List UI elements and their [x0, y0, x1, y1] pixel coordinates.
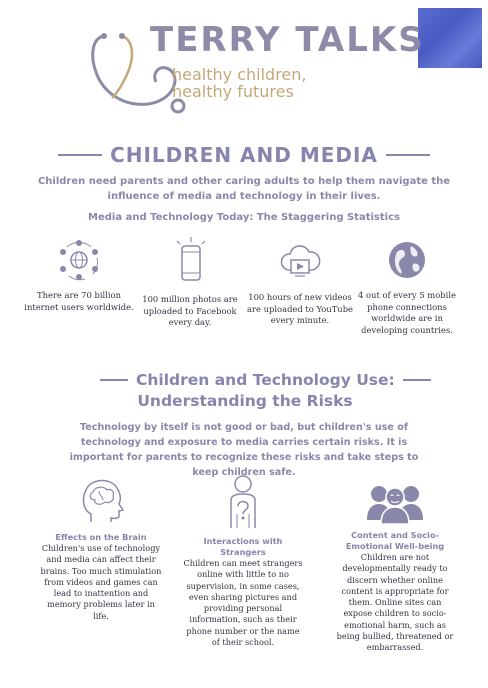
- heading-rule-right: [403, 379, 431, 381]
- stat-text: 100 hours of new videos are uploaded to YouTube every minute.: [246, 292, 354, 325]
- corner-color-swatch: [418, 8, 482, 68]
- stat-youtube-videos: [245, 240, 355, 327]
- cloud-video-icon: [278, 240, 322, 284]
- section2-heading-line-1: Children and Technology Use:: [136, 371, 395, 389]
- person-question-icon: [223, 474, 263, 530]
- section1-heading: CHILDREN AND MEDIA: [110, 143, 378, 167]
- brand-tagline-line-2: healthy futures: [172, 82, 294, 101]
- smartphone-icon: [168, 236, 212, 286]
- risk-body: Children can meet strangers online with little to no supervision, in some cases, even sharing pictures and providing personal information, such as their phone number or the name of their school.: [183, 558, 303, 648]
- brand-tagline: [172, 66, 306, 100]
- stat-mobile-connections: [352, 238, 462, 336]
- brand-title: TERRY TALKS: [150, 20, 425, 60]
- risk-strangers: [182, 474, 304, 648]
- stat-text: 100 million photos are uploaded to Facebook every day.: [142, 294, 238, 327]
- stat-text: 4 out of every 5 mobile phone connections worldwide are in developing countries.: [358, 290, 456, 335]
- section2-intro: Technology by itself is not good or bad, but children's use of technology and exposure to media carries certain risks. It is important for parents to recognize these risks and take steps to keep children safe.: [69, 422, 419, 478]
- globe-network-icon: [57, 238, 101, 282]
- stat-text: There are 70 billion internet users worldwide.: [24, 290, 134, 312]
- brain-head-icon: [75, 474, 127, 526]
- risk-body: Children are not developmentally ready to discern whether online content is appropriate for them. Online sites can expose children to socio-emotional harm, such as being bullied, threatened or embarrassed.: [336, 552, 454, 653]
- heading-rule-right: [386, 154, 430, 156]
- heading-rule-left: [100, 379, 128, 381]
- section2-heading-row: [100, 370, 395, 390]
- section2-heading-line-2: Understanding the Risks: [137, 392, 353, 410]
- risk-body: Children's use of technology and media can affect their brains. Too much stimulation from videos and games can lead to inattention and memory problems later in life.: [40, 543, 162, 621]
- stat-internet-users: [24, 238, 134, 313]
- risk-title: Effects on the Brain: [55, 532, 147, 542]
- stat-facebook-photos: [135, 236, 245, 329]
- heading-rule-left: [58, 154, 102, 156]
- risk-content: [334, 480, 456, 654]
- risk-title: Content and Socio-Emotional Well-being: [345, 530, 445, 551]
- globe-icon: [385, 238, 429, 282]
- brand-tagline-line-1: healthy children,: [172, 65, 307, 84]
- risk-title: Interactions with Strangers: [203, 536, 283, 557]
- section1-intro: Children need parents and other caring adults to help them navigate the influence of media and technology in their lives.: [37, 176, 451, 202]
- group-people-icon: [363, 480, 427, 524]
- section1-heading-row: [58, 142, 430, 168]
- stats-subheading: Media and Technology Today: The Staggering Statistics: [88, 212, 400, 223]
- risk-brain: [40, 474, 162, 622]
